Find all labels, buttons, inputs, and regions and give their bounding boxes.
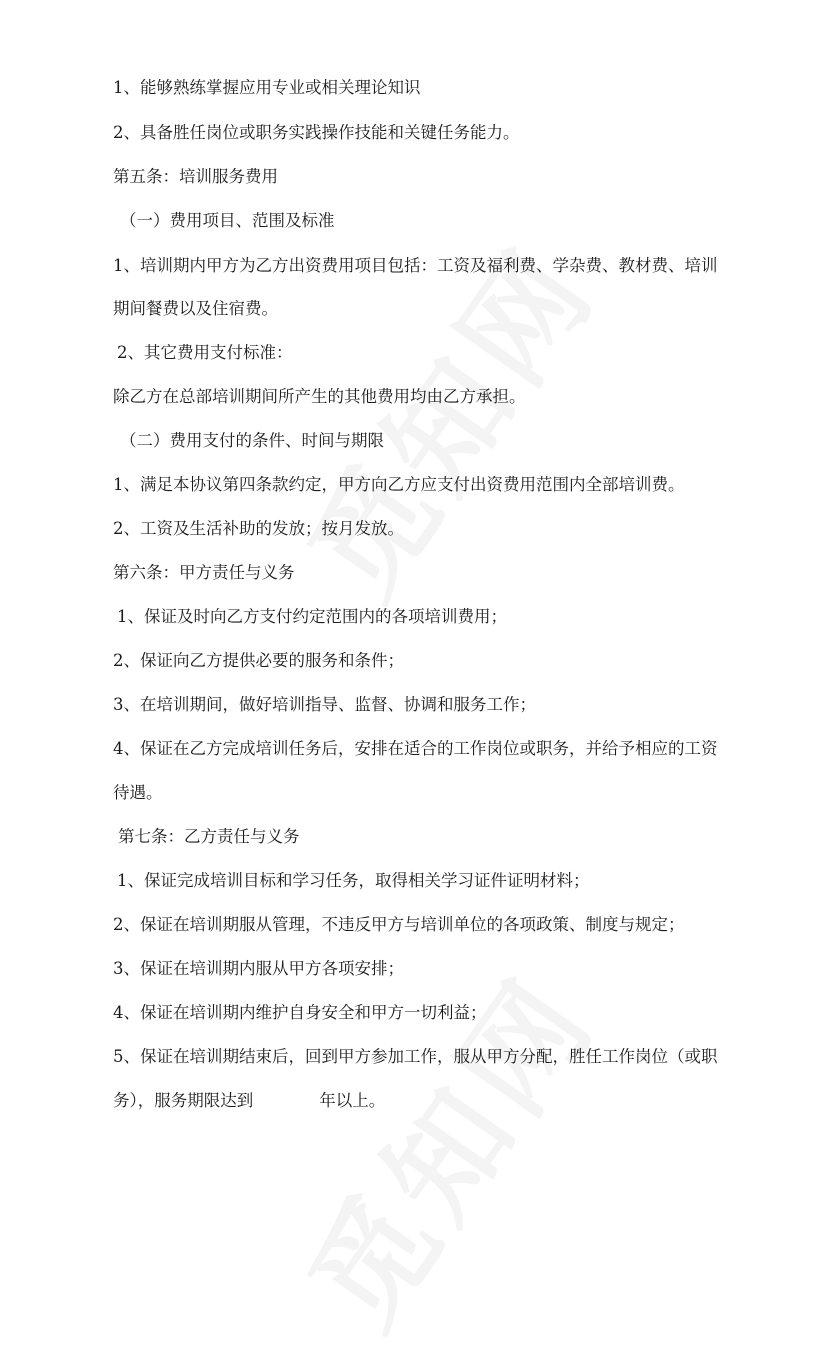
subsection-heading: （一）费用项目、范围及标准 [120,211,335,230]
list-item-4: 4、保证在乙方完成培训任务后，安排在适合的工作岗位或职务，并给予相应的工资 [113,739,718,758]
section-heading-7: 第七条：乙方责任与义务 [118,827,300,846]
list-item-2: 2、其它费用支付标准： [117,343,293,362]
list-item-1: 1、满足本协议第四条款约定，甲方向乙方应支付出资费用范围内全部培训费。 [113,475,685,494]
list-item-2: 2、保证向乙方提供必要的服务和条件； [113,651,404,670]
section-heading-6: 第六条：甲方责任与义务 [113,563,295,582]
list-item-1: 1、保证及时向乙方支付约定范围内的各项培训费用； [117,607,507,626]
list-item-continuation: 待遇。 [113,783,163,802]
list-item-4: 4、保证在培训期内维护自身安全和甲方一切利益； [113,1003,487,1022]
list-item-1: 1、能够熟练掌握应用专业或相关理论知识 [113,78,421,97]
list-item-3: 3、在培训期间，做好培训指导、监督、协调和服务工作； [113,695,536,714]
list-item-5: 5、保证在培训期结束后，回到甲方参加工作，服从甲方分配，胜任工作岗位（或职 [113,1047,718,1066]
list-item-2: 2、具备胜任岗位或职务实践操作技能和关键任务能力。 [113,123,520,142]
list-item-continuation: 期间餐费以及住宿费。 [113,299,278,318]
subsection-heading: （二）费用支付的条件、时间与期限 [120,431,384,450]
list-item-3: 3、保证在培训期内服从甲方各项安排； [113,959,404,978]
watermark [263,937,628,1355]
paragraph: 除乙方在总部培训期间所产生的其他费用均由乙方承担。 [113,387,526,406]
list-item-1: 1、培训期内甲方为乙方出资费用项目包括：工资及福利费、学杂费、教材费、培训 [113,256,718,275]
list-item-continuation: 务），服务期限达到 年以上。 [113,1091,386,1110]
list-item-1: 1、保证完成培训目标和学习任务，取得相关学习证件证明材料； [117,871,590,890]
list-item-2: 2、工资及生活补助的发放；按月发放。 [113,519,404,538]
section-heading-5: 第五条：培训服务费用 [113,167,278,186]
list-item-2: 2、保证在培训期服从管理，不违反甲方与培训单位的各项政策、制度与规定； [113,915,685,934]
